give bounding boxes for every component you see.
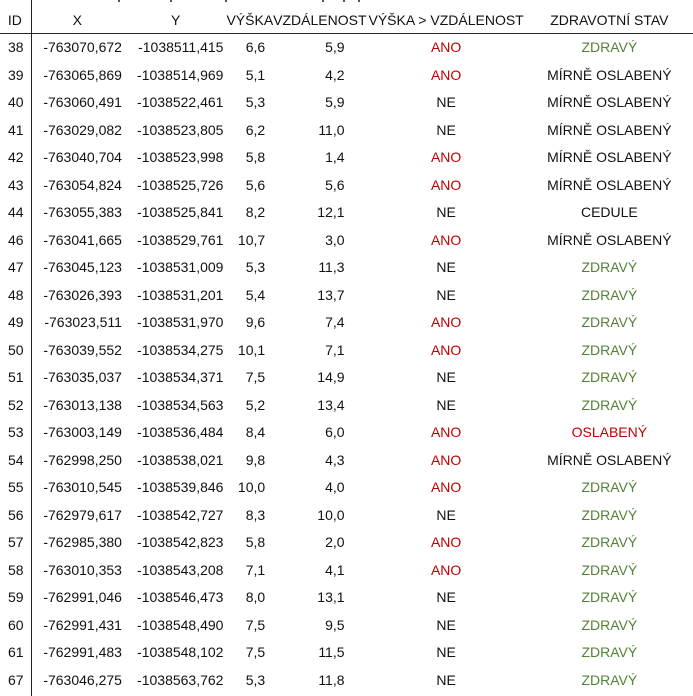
cell-x: -762985,380 <box>43 534 122 550</box>
cell-y: -1038543,208 <box>137 561 224 578</box>
cell-y: -1038522,461 <box>137 94 224 110</box>
header-row <box>0 7 693 34</box>
cell-y: -1038514,969 <box>137 66 224 83</box>
cell-distance: 13,7 <box>317 286 345 303</box>
header-id: ID <box>0 7 30 34</box>
header-y: Y <box>125 7 227 34</box>
table-row <box>0 557 693 585</box>
cell-id: 59 <box>8 589 24 605</box>
cell-x: -763029,082 <box>43 121 122 138</box>
cell-status: ZDRAVÝ <box>581 259 638 275</box>
cell-height: 5,1 <box>245 66 266 83</box>
cell-x: -762991,483 <box>43 644 122 660</box>
cell-id: 61 <box>8 644 24 660</box>
cell-compare: NE <box>436 589 456 605</box>
cell-compare: NE <box>436 506 456 523</box>
cell-height: 5,3 <box>245 94 266 110</box>
cell-compare: ANO <box>430 149 462 165</box>
cell-height: 8,2 <box>245 204 266 220</box>
header-x: X <box>30 7 125 34</box>
cell-distance: 14,9 <box>317 369 345 385</box>
cell-status: ZDRAVÝ <box>581 369 638 385</box>
cell-x: -763010,545 <box>43 479 122 495</box>
table-row <box>0 447 693 475</box>
cell-height: 5,8 <box>245 149 266 165</box>
cell-compare: ANO <box>430 534 462 550</box>
cell-x: -763040,704 <box>43 149 122 165</box>
table-row <box>0 199 693 227</box>
table-row <box>0 144 693 172</box>
cell-distance: 3,0 <box>325 231 345 248</box>
cell-y: -1038531,009 <box>137 259 224 275</box>
cell-distance: 11,0 <box>318 121 345 138</box>
cell-y: -1038511,415 <box>138 39 224 55</box>
cell-height: 5,2 <box>245 396 266 413</box>
cell-compare: NE <box>436 286 456 303</box>
cell-compare: NE <box>436 369 456 385</box>
cell-y: -1038525,841 <box>137 204 224 220</box>
cell-height: 5,3 <box>245 671 266 688</box>
cell-height: 7,5 <box>245 369 266 385</box>
cell-height: 6,2 <box>245 121 266 138</box>
cell-id: 58 <box>8 561 24 578</box>
header-distance: VZDÁLENOST <box>273 7 366 34</box>
cell-status: ZDRAVÝ <box>581 314 638 330</box>
table-row <box>0 337 693 365</box>
cell-id: 52 <box>8 396 24 413</box>
cell-status: ZDRAVÝ <box>581 534 638 550</box>
table-row <box>0 364 693 392</box>
cell-x: -762991,046 <box>43 589 122 605</box>
cell-id: 47 <box>8 259 24 275</box>
cell-status: MÍRNĚ OSLABENÝ <box>547 451 672 468</box>
cell-height: 6,6 <box>245 39 266 55</box>
cell-x: -763070,672 <box>43 39 122 55</box>
cell-height: 10,0 <box>237 479 266 495</box>
cell-compare: NE <box>436 259 456 275</box>
cell-y: -1038529,761 <box>137 231 224 248</box>
cell-y: -1038523,805 <box>137 121 224 138</box>
cell-id: 40 <box>8 94 24 110</box>
cell-y: -1038531,201 <box>137 286 224 303</box>
cell-compare: NE <box>436 121 456 138</box>
table-row <box>0 419 693 447</box>
cell-status: ZDRAVÝ <box>581 479 638 495</box>
cell-y: -1038536,484 <box>137 424 224 440</box>
cell-distance: 7,1 <box>325 341 345 358</box>
header-height: VÝŠKA <box>226 7 273 34</box>
cell-distance: 1,4 <box>325 149 345 165</box>
cell-distance: 7,4 <box>325 314 345 330</box>
cell-status: ZDRAVÝ <box>581 286 638 303</box>
cell-x: -763003,149 <box>43 424 122 440</box>
cell-status: MÍRNĚ OSLABENÝ <box>547 66 672 83</box>
cell-id: 50 <box>8 341 24 358</box>
cell-status: ZDRAVÝ <box>581 396 638 413</box>
cell-status: MÍRNĚ OSLABENÝ <box>547 176 672 193</box>
cell-distance: 11,8 <box>318 671 345 688</box>
header-status: ZDRAVOTNÍ STAV <box>526 7 693 34</box>
cell-x: -763035,037 <box>43 369 122 385</box>
cell-id: 46 <box>8 231 24 248</box>
cell-height: 7,1 <box>245 561 266 578</box>
cell-height: 5,8 <box>245 534 266 550</box>
cell-status: MÍRNĚ OSLABENÝ <box>547 149 672 165</box>
cell-distance: 4,2 <box>325 66 345 83</box>
cell-x: -763041,665 <box>43 231 122 248</box>
cell-compare: NE <box>436 671 456 688</box>
cell-x: -763046,275 <box>43 671 122 688</box>
cell-distance: 12,1 <box>317 204 345 220</box>
cell-height: 10,7 <box>237 231 266 248</box>
table-row <box>0 639 693 667</box>
cell-distance: 5,9 <box>325 39 345 55</box>
cell-distance: 5,9 <box>325 94 345 110</box>
cell-x: -763055,383 <box>43 204 122 220</box>
table-row <box>0 89 693 117</box>
cell-distance: 11,5 <box>318 644 345 660</box>
cell-distance: 13,4 <box>317 396 345 413</box>
cell-distance: 4,0 <box>325 479 345 495</box>
cell-x: -762991,431 <box>43 616 122 633</box>
cell-y: -1038542,727 <box>137 506 224 523</box>
cell-status: ZDRAVÝ <box>581 671 638 688</box>
cell-distance: 4,1 <box>325 561 345 578</box>
cell-status: MÍRNĚ OSLABENÝ <box>547 231 672 248</box>
cell-distance: 13,1 <box>317 589 345 605</box>
table-row <box>0 117 693 145</box>
cell-compare: ANO <box>430 341 462 358</box>
cell-status: ZDRAVÝ <box>581 616 638 633</box>
cell-height: 10,1 <box>237 341 266 358</box>
table-row <box>0 502 693 530</box>
header-compare: VÝŠKA > VZDÁLENOST <box>367 7 526 34</box>
cell-x: -763026,393 <box>43 286 122 303</box>
cell-compare: ANO <box>430 231 462 248</box>
table-row <box>0 612 693 640</box>
cell-id: 49 <box>8 314 24 330</box>
cell-x: -763013,138 <box>43 396 122 413</box>
cell-x: -763060,491 <box>43 94 122 110</box>
cell-compare: ANO <box>430 424 462 440</box>
cell-id: 44 <box>8 204 24 220</box>
cell-status: MÍRNĚ OSLABENÝ <box>547 94 672 110</box>
table-row <box>0 392 693 420</box>
cell-height: 9,8 <box>245 451 266 468</box>
cell-y: -1038534,371 <box>137 369 224 385</box>
cell-id: 55 <box>8 479 24 495</box>
cell-status: ZDRAVÝ <box>581 506 638 523</box>
cell-y: -1038523,998 <box>137 149 224 165</box>
cell-x: -763023,511 <box>44 314 122 330</box>
cell-id: 67 <box>8 671 24 688</box>
cell-id: 51 <box>8 369 24 385</box>
cell-compare: NE <box>436 94 456 110</box>
table-row <box>0 34 693 62</box>
cell-id: 60 <box>8 616 24 633</box>
cell-x: -763010,353 <box>43 561 122 578</box>
cell-y: -1038525,726 <box>137 176 224 193</box>
cell-height: 9,6 <box>245 314 266 330</box>
cell-height: 8,0 <box>245 589 266 605</box>
table-row <box>0 254 693 282</box>
cell-status: ZDRAVÝ <box>581 341 638 358</box>
cell-status: CEDULE <box>580 204 638 220</box>
cell-id: 43 <box>8 176 24 193</box>
cell-height: 7,5 <box>245 616 266 633</box>
cell-compare: NE <box>436 204 456 220</box>
cell-id: 54 <box>8 451 24 468</box>
clipped-row-remnant <box>0 0 693 3</box>
cell-status: MÍRNĚ OSLABENÝ <box>547 121 672 138</box>
cell-y: -1038539,846 <box>137 479 224 495</box>
cell-id: 42 <box>8 149 24 165</box>
table-row <box>0 584 693 612</box>
cell-compare: NE <box>436 644 456 660</box>
cell-id: 38 <box>8 39 24 55</box>
table-row <box>0 529 693 557</box>
cell-distance: 11,3 <box>318 259 345 275</box>
cell-compare: ANO <box>430 314 462 330</box>
cell-compare: NE <box>436 616 456 633</box>
cell-id: 39 <box>8 66 24 83</box>
cell-status: ZDRAVÝ <box>581 644 638 660</box>
cell-compare: ANO <box>430 561 462 578</box>
cell-status: ZDRAVÝ <box>581 561 638 578</box>
cell-y: -1038548,102 <box>137 644 224 660</box>
cell-id: 57 <box>8 534 24 550</box>
cell-distance: 10,0 <box>317 506 345 523</box>
cell-x: -762979,617 <box>43 506 122 523</box>
cell-height: 5,6 <box>245 176 266 193</box>
cell-id: 56 <box>8 506 24 523</box>
cell-y: -1038531,970 <box>137 314 224 330</box>
cell-status: ZDRAVÝ <box>581 589 638 605</box>
cell-compare: ANO <box>430 66 462 83</box>
table-row <box>0 227 693 255</box>
cell-height: 7,5 <box>245 644 266 660</box>
cell-distance: 6,0 <box>325 424 345 440</box>
table-row <box>0 282 693 310</box>
cell-status: OSLABENÝ <box>571 424 648 440</box>
table-row <box>0 667 693 695</box>
cell-distance: 5,6 <box>325 176 345 193</box>
cell-compare: NE <box>436 396 456 413</box>
tree-data-table <box>0 7 693 694</box>
cell-x: -763065,869 <box>43 66 122 83</box>
cell-id: 48 <box>8 286 24 303</box>
cell-compare: ANO <box>430 479 462 495</box>
cell-x: -763054,824 <box>43 176 122 193</box>
cell-compare: ANO <box>430 451 462 468</box>
cell-x: -762998,250 <box>43 451 122 468</box>
cell-x: -763045,123 <box>43 259 122 275</box>
cell-y: -1038563,762 <box>137 671 224 688</box>
table-row <box>0 62 693 90</box>
cell-height: 8,4 <box>245 424 266 440</box>
cell-x: -763039,552 <box>43 341 122 358</box>
cell-height: 5,3 <box>245 259 266 275</box>
cell-y: -1038534,275 <box>137 341 224 358</box>
cell-y: -1038548,490 <box>137 616 224 633</box>
cell-distance: 2,0 <box>325 534 345 550</box>
table-row <box>0 309 693 337</box>
cell-id: 41 <box>8 121 24 138</box>
cell-id: 53 <box>8 424 24 440</box>
cell-status: ZDRAVÝ <box>581 39 638 55</box>
table-row <box>0 474 693 502</box>
cell-distance: 9,5 <box>325 616 345 633</box>
cell-y: -1038542,823 <box>137 534 224 550</box>
cell-compare: ANO <box>430 176 462 193</box>
cell-compare: ANO <box>430 39 462 55</box>
cell-y: -1038546,473 <box>137 589 224 605</box>
cell-y: -1038534,563 <box>137 396 224 413</box>
cell-height: 5,4 <box>245 286 266 303</box>
cell-y: -1038538,021 <box>137 451 224 468</box>
cell-height: 8,3 <box>245 506 266 523</box>
cell-distance: 4,3 <box>325 451 345 468</box>
table-row <box>0 172 693 200</box>
